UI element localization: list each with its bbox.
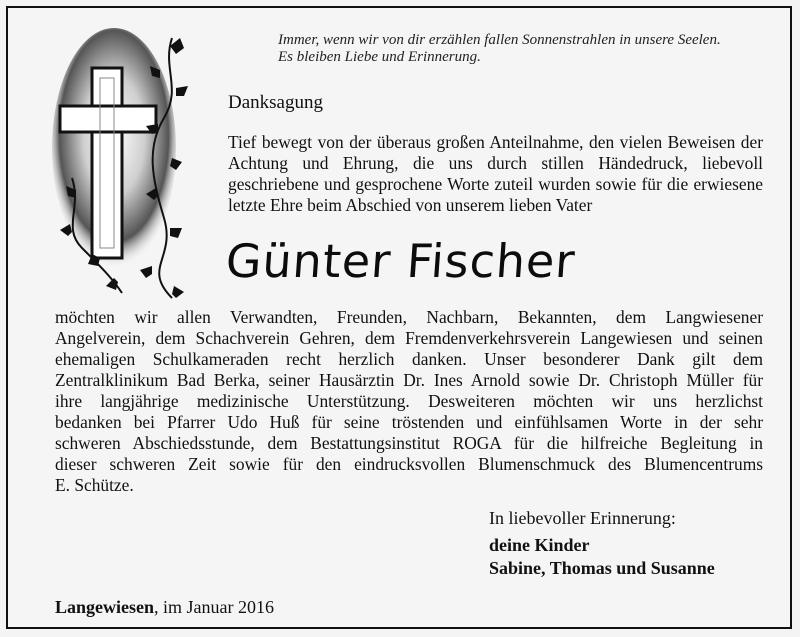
obituary-notice	[6, 6, 792, 629]
body-line: möchten wir allen Verwandten, Freunden, Nachbarn, Bekannten, dem Langwiesener	[55, 307, 763, 327]
thanks-paragraph	[55, 307, 763, 496]
closing-phrase: In liebevoller Erinnerung:	[489, 508, 676, 528]
poem-line-1: Immer, wenn wir von dir erzählen fallen Sonnenstrahlen in unsere Seelen.	[278, 32, 721, 48]
body-line: dieser schweren Zeit sowie für den eindrucksvollen Blumenschmuck des Blumencentrums	[55, 454, 763, 474]
body-line: Angelverein, dem Schachverein Gehren, dem Fremdenverkehrsverein Langewiesen und seinen	[55, 328, 763, 348]
place-name: Langewiesen	[55, 597, 154, 617]
place-and-date	[55, 597, 274, 618]
notice-heading: Danksagung	[228, 92, 323, 113]
date-text: , im Januar 2016	[154, 597, 274, 617]
cross-with-ivy-icon	[52, 28, 202, 308]
body-line: ihre langjährige medizinische Unterstützung. Desweiteren möchten wir uns herzlichst	[55, 391, 763, 411]
body-line: E. Schütze.	[55, 475, 134, 495]
body-line: bedanken bei Pfarrer Udo Huß für seine tröstenden und einfühlsamen Worte in der sehr	[55, 412, 763, 432]
deceased-name: Günter Fischer	[224, 234, 578, 288]
body-line: schweren Abschiedsstunde, dem Bestattungsinstitut ROGA für die hilfreiche Begleitung in	[55, 433, 763, 453]
body-line: ehemaligen Schulkameraden recht herzlich danken. Unser besonderer Dank gilt dem	[55, 349, 763, 369]
memorial-poem	[278, 32, 788, 66]
signature-line-2: Sabine, Thomas und Susanne	[489, 558, 715, 578]
signature-line-1: deine Kinder	[489, 535, 590, 555]
intro-paragraph: Tief bewegt von der überaus großen Anteilnahme, den vielen Beweisen der Achtung und Ehrung, die uns durch stillen Händedruck, liebevoll geschriebene und gesprochene Worte zuteil wurden sowie für die erwiesene letzte Ehre beim Abschied von unserem lieben Vater	[228, 132, 763, 215]
poem-line-2: Es bleiben Liebe und Erinnerung.	[278, 49, 481, 65]
body-line: Zentralklinikum Bad Berka, seiner Hausärztin Dr. Ines Arnold sowie Dr. Christoph Müller für	[55, 370, 763, 390]
